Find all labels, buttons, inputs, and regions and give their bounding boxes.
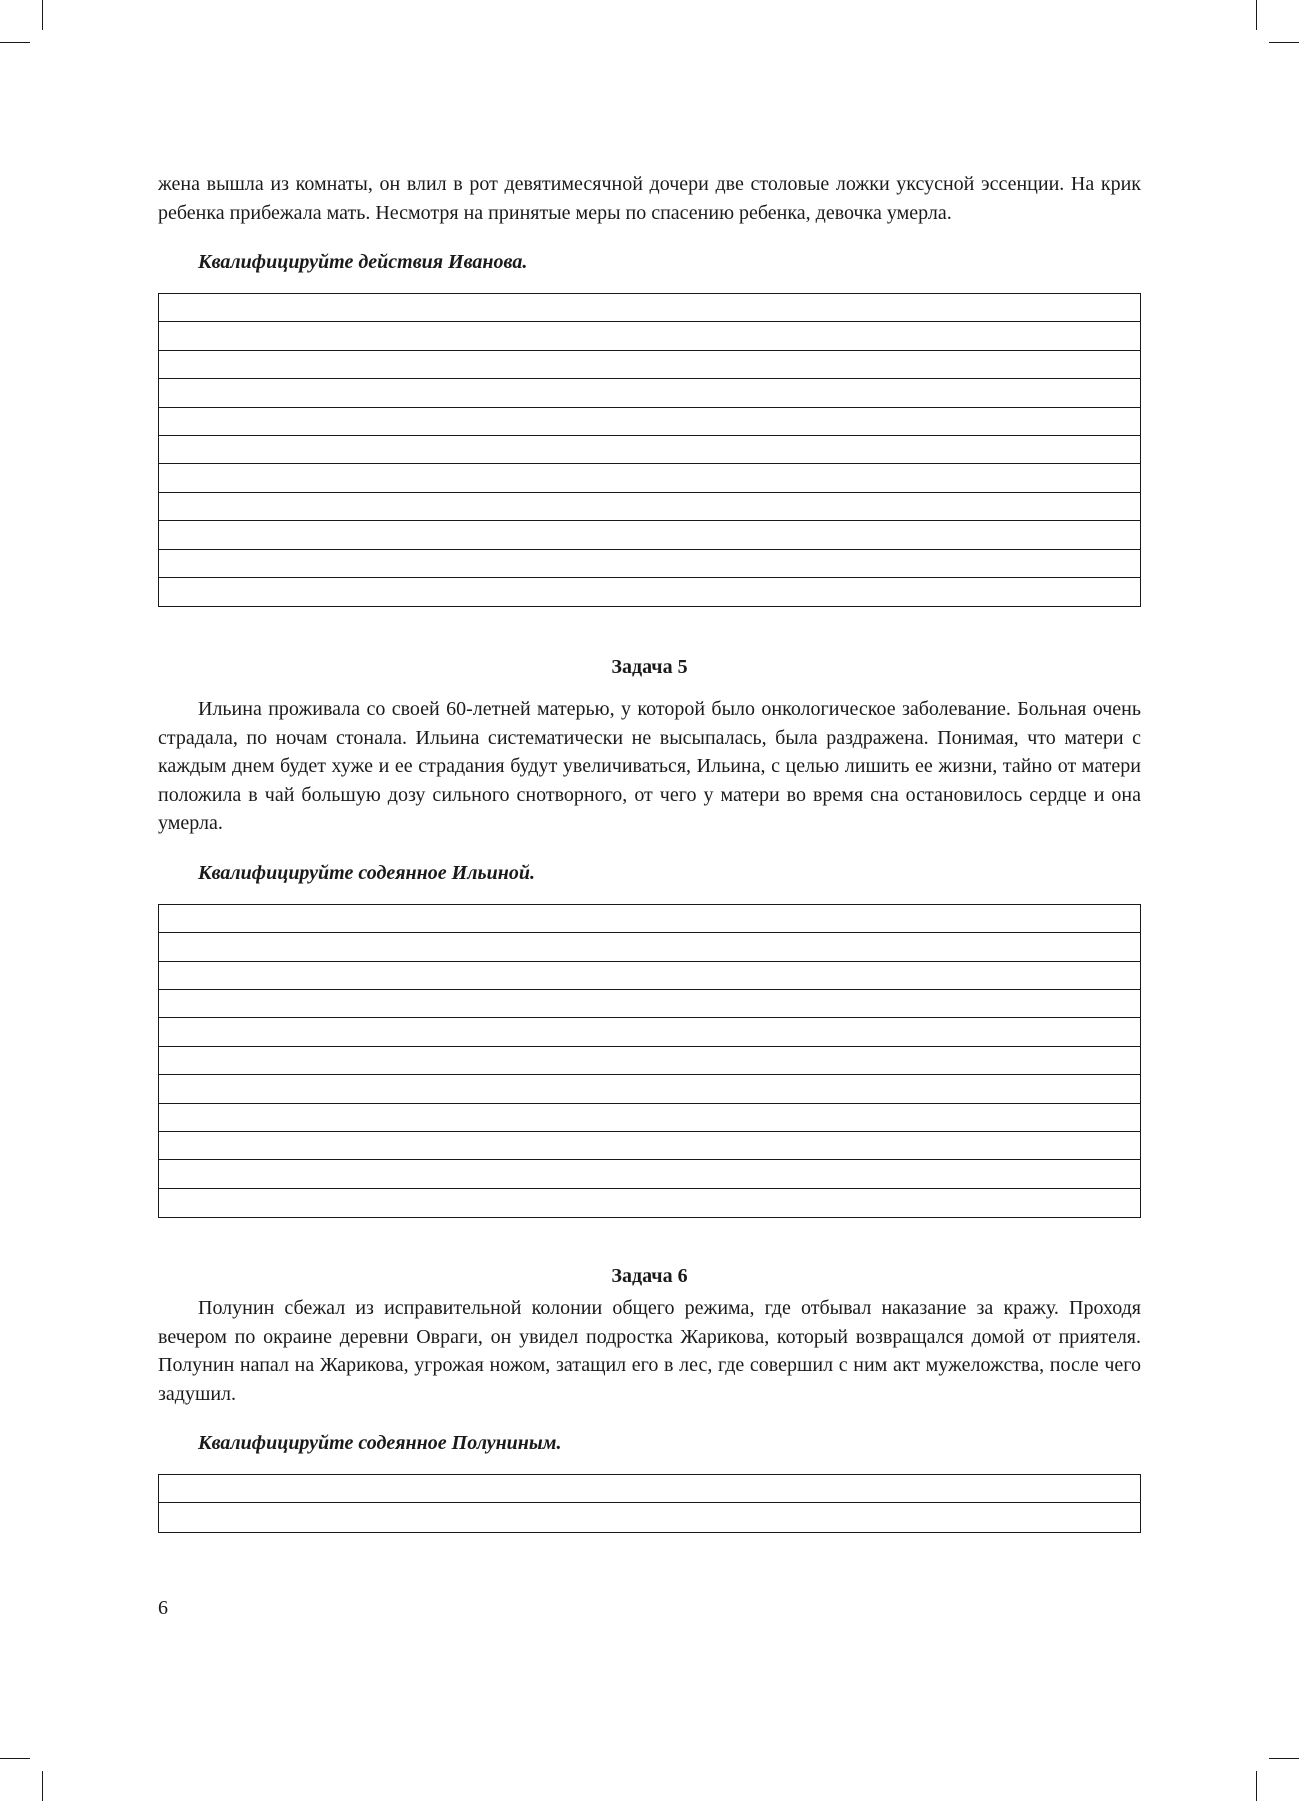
answer-line[interactable] [159,1047,1140,1075]
crop-mark-top-left-horizontal [0,42,30,43]
task-6-title: Задача 6 [611,1265,688,1288]
intro-task-continuation [158,170,1141,607]
crop-mark-top-right-vertical [1256,0,1257,30]
task-5-title: Задача 5 [611,656,688,679]
answer-line[interactable] [159,962,1140,990]
answer-line[interactable] [159,1503,1140,1531]
answer-line[interactable] [159,351,1140,379]
answer-line[interactable] [159,1475,1140,1503]
answer-line[interactable] [159,436,1140,464]
task-5 [158,653,1141,1218]
crop-mark-top-left-vertical [42,0,43,30]
answer-line[interactable] [159,379,1140,407]
answer-line[interactable] [159,521,1140,549]
task-5-question: Квалифицируйте содеянное Ильиной. [198,861,535,884]
task-5-text: Ильина проживала со своей 60-летней матерью, у которой было онкологическое заболевание. Больная очень страдала, по ночам стонала. Ильина систематически не высыпалась, была раздражена. Понимая, что матери с каждым днем будет хуже и ее страдания будут увеличиваться, Ильина, с целью лишить ее жизни, тайно от матери положила в чай большую дозу сильного снотворного, от чего у матери во время сна остановилось сердце и она умерла. [158,698,1141,835]
crop-mark-bottom-left-vertical [42,1771,43,1801]
answer-line[interactable] [159,578,1140,606]
crop-mark-top-right-horizontal [1269,42,1299,43]
page-content [158,170,1141,1533]
answer-line[interactable] [159,1189,1140,1217]
page-number: 6 [158,1597,168,1619]
answer-line[interactable] [159,1075,1140,1103]
answer-line[interactable] [159,493,1140,521]
answer-line[interactable] [159,294,1140,322]
answer-line[interactable] [159,990,1140,1018]
answer-line[interactable] [159,1018,1140,1046]
task-6-answer-box[interactable] [158,1474,1141,1533]
crop-mark-bottom-left-horizontal [0,1758,30,1759]
task-5-answer-box[interactable] [158,904,1141,1218]
answer-line[interactable] [159,1132,1140,1160]
crop-mark-bottom-right-vertical [1256,1771,1257,1801]
crop-mark-bottom-right-horizontal [1269,1758,1299,1759]
intro-text: жена вышла из комнаты, он влил в рот девятимесячной дочери две столовые ложки уксусной эссенции. На крик ребенка прибежала мать. Несмотря на принятые меры по спасению ребенка, девочка умерла. [158,173,1141,224]
answer-line[interactable] [159,464,1140,492]
answer-line[interactable] [159,1160,1140,1188]
answer-line[interactable] [159,905,1140,933]
intro-answer-box[interactable] [158,293,1141,607]
answer-line[interactable] [159,1104,1140,1132]
answer-line[interactable] [159,322,1140,350]
intro-question: Квалифицируйте действия Иванова. [198,251,528,273]
task-6-question: Квалифицируйте содеянное Полуниным. [198,1432,562,1455]
task-6 [158,1262,1141,1533]
answer-line[interactable] [159,933,1140,961]
answer-line[interactable] [159,550,1140,578]
answer-line[interactable] [159,408,1140,436]
task-6-text: Полунин сбежал из исправительной колонии общего режима, где отбывал наказание за кражу. Проходя вечером по окраине деревни Овраги, он увидел подростка Жарикова, который возвращался домой от приятеля. Полунин напал на Жарикова, угрожая ножом, затащил его в лес, где совершил с ним акт мужеложства, после чего задушил. [158,1297,1141,1405]
